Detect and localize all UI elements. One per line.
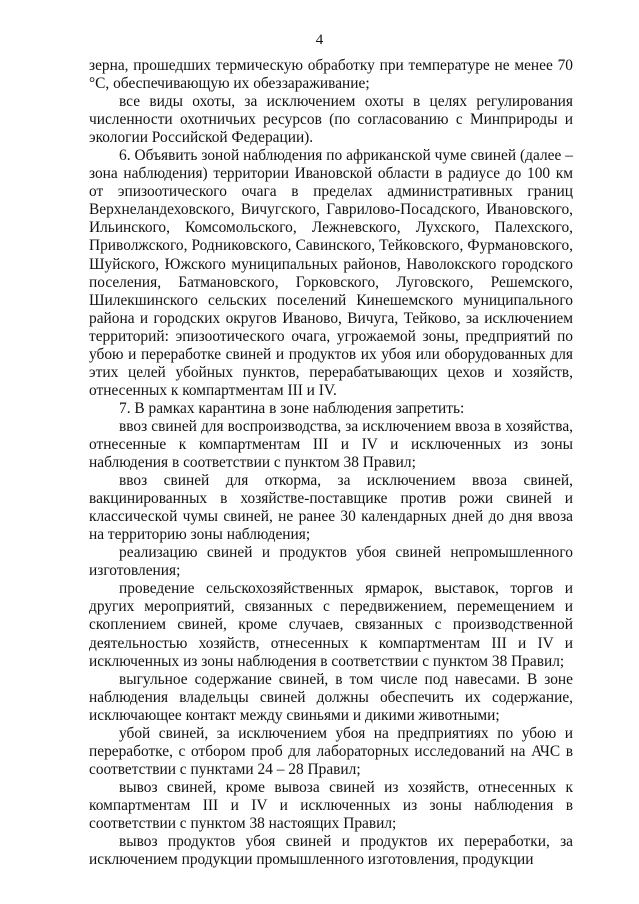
paragraph: 6. Объявить зоной наблюдения по африканской чуме свиней (далее – зона наблюдения) территории Ивановской области в радиусе до 100 км от эпизоотического очага в пределах административных границ Верхнеландеховского, Вичугского, Гаврилово-Посадского, Ивановского, Ильинского, Комсомольского, Лежневского, Лухского, Палехского, Приволжского, Родниковского, Савинского, Тейковского, Фурмановского, Шуйского, Южского муниципальных районов, Наволокского городского поселения, Батмановского, Горковского, Луговского, Решемского, Шилекшинского сельских поселений Кинешемского муниципального района и городских округов Иваново, Вичуга, Тейково, за исключением территорий: эпизоотического очага, угрожаемой зоны, предприятий по убою и переработке свиней и продуктов их убоя или оборудованных для этих целей убойных пунктов, перерабатывающих цехов и хозяйств, отнесенных к компартментам III и IV. (89, 147, 573, 399)
paragraph: реализацию свиней и продуктов убоя свиней непромышленного изготовления; (89, 544, 573, 580)
paragraph: вывоз свиней, кроме вывоза свиней из хозяйств, отнесенных к компартментам III и IV и исключенных из зоны наблюдения в соответствии с пунктом 38 настоящих Правил; (89, 778, 573, 832)
document-body (89, 57, 573, 869)
paragraph: ввоз свиней для воспроизводства, за исключением ввоза в хозяйства, отнесенные к компартментам III и IV и исключенных из зоны наблюдения в соответствии с пунктом 38 Правил; (89, 417, 573, 472)
paragraph: все виды охоты, за исключением охоты в целях регулирования численности охотничьих ресурсов (по согласованию с Минприроды и экологии Российской Федерации). (89, 93, 573, 147)
paragraph: убой свиней, за исключением убоя на предприятиях по убою и переработке, с отбором проб для лабораторных исследований на АЧС в соответствии с пунктами 24 – 28 Правил; (89, 724, 573, 778)
paragraph: зерна, прошедших термическую обработку при температуре не менее 70 °С, обеспечивающую их обеззараживание; (89, 57, 573, 93)
page-number: 4 (315, 32, 324, 48)
paragraph: 7. В рамках карантина в зоне наблюдения запретить: (119, 399, 465, 417)
paragraph: проведение сельскохозяйственных ярмарок, выставок, торгов и других мероприятий, связанных с передвижением, перемещением и скоплением свиней, кроме случаев, связанных с производственной деятельностью хозяйств, отнесенных к компартментам III и IV и исключенных из зоны наблюдения в соответствии с пунктом 38 Правил; (89, 580, 573, 670)
paragraph: ввоз свиней для откорма, за исключением ввоза свиней, вакцинированных в хозяйстве-поставщике против рожи свиней и классической чумы свиней, не ранее 30 календарных дней до дня ввоза на территорию зоны наблюдения; (89, 472, 573, 544)
paragraph: выгульное содержание свиней, в том числе под навесами. В зоне наблюдения владельцы свиней должны обеспечить их содержание, исключающее контакт между свиньями и дикими животными; (89, 670, 573, 724)
paragraph: вывоз продуктов убоя свиней и продуктов их переработки, за исключением продукции промышленного изготовления, продукции (89, 833, 573, 869)
